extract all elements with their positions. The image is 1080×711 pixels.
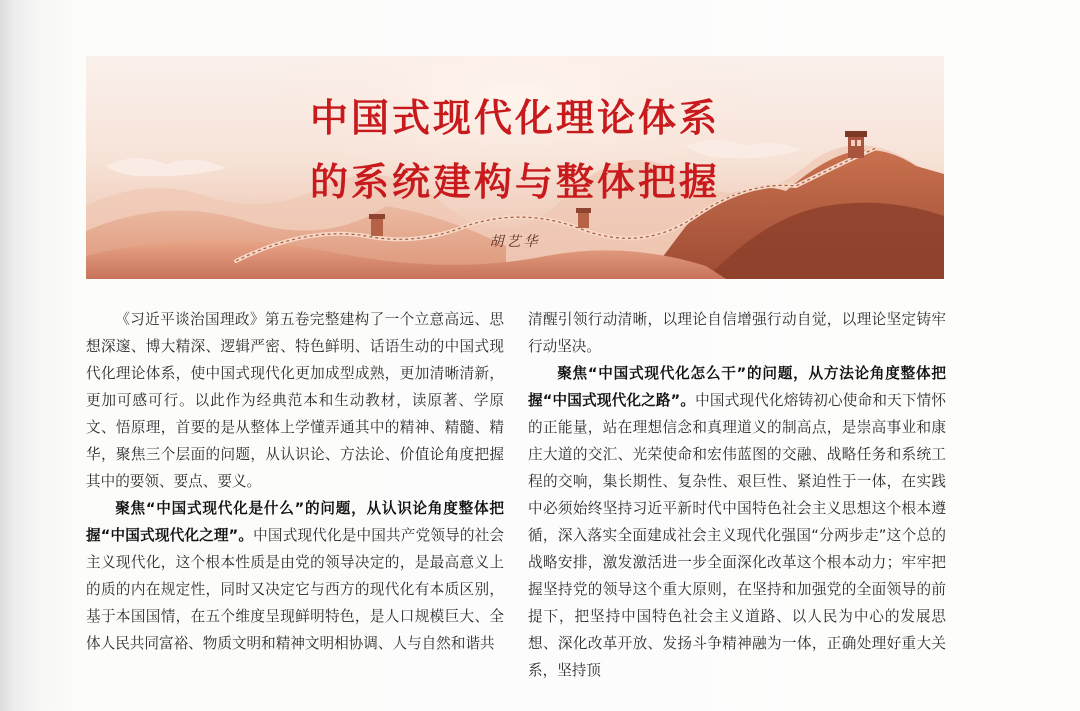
article-title-line-1: 中国式现代化理论体系 — [309, 96, 720, 140]
paragraph-section-2 — [528, 360, 946, 684]
right-text-column — [528, 306, 946, 684]
section-2-body: 中国式现代化熔铸初心使命和天下情怀的正能量，站在理想信念和真理道义的制高点，是崇高事业和康庄大道的交汇、光荣使命和宏伟蓝图的交融、战略任务和系统工程的交响，集长期性、复杂性、艰巨性、紧迫性于一体，在实践中必须始终坚持习近平新时代中国特色社会主义思想这个根本遵循，深入落实全面建成社会主义现代化强国“分两步走”这个总的战略安排，激发激活进一步全面深化改革这个根本动力；牢牢把握坚持党的领导这个重大原则，在坚持和加强党的全面领导的前提下，把坚持中国特色社会主义道路、以人民为中心的发展思想、深化改革开放、发扬斗争精神融为一体，正确处理好重大关系，坚持顶 — [528, 392, 946, 679]
paragraph-intro: 《习近平谈治国理政》第五卷完整建构了一个立意高远、思想深邃、博大精深、逻辑严密、特色鲜明、话语生动的中国式现代化理论体系，使中国式现代化更加成型成熟，更加清晰清新，更加可感可行。以此作为经典范本和生动教材，读原著、学原文、悟原理，首要的是从整体上学懂弄通其中的精神、精髓、精华，聚焦三个层面的问题，从认识论、方法论、价值论角度把握其中的要领、要点、要义。 — [86, 311, 504, 490]
left-text-column — [86, 306, 504, 657]
paragraph-continued: 清醒引领行动清晰，以理论自信增强行动自觉，以理论坚定铸牢行动坚决。 — [528, 311, 946, 355]
paragraph-section-1 — [86, 495, 504, 657]
article-author: 胡艺华 — [489, 234, 541, 250]
section-2-heading: 聚焦“中国式现代化怎么干”的问题，从方法论角度整体把握“中国式现代化之路”。 — [528, 365, 946, 409]
section-1-heading: 聚焦“中国式现代化是什么”的问题，从认识论角度整体把握“中国式现代化之理”。 — [86, 500, 504, 544]
title-banner — [86, 56, 944, 279]
article-title-line-2: 的系统建构与整体把握 — [309, 160, 720, 204]
section-1-body: 中国式现代化是中国共产党领导的社会主义现代化，这个根本性质是由党的领导决定的，是最高意义上的质的内在规定性，同时又决定它与西方的现代化有本质区别，基于本国国情，在五个维度呈现鲜明特色，是人口规模巨大、全体人民共同富裕、物质文明和精神文明相协调、人与自然和谐共 — [86, 527, 504, 652]
